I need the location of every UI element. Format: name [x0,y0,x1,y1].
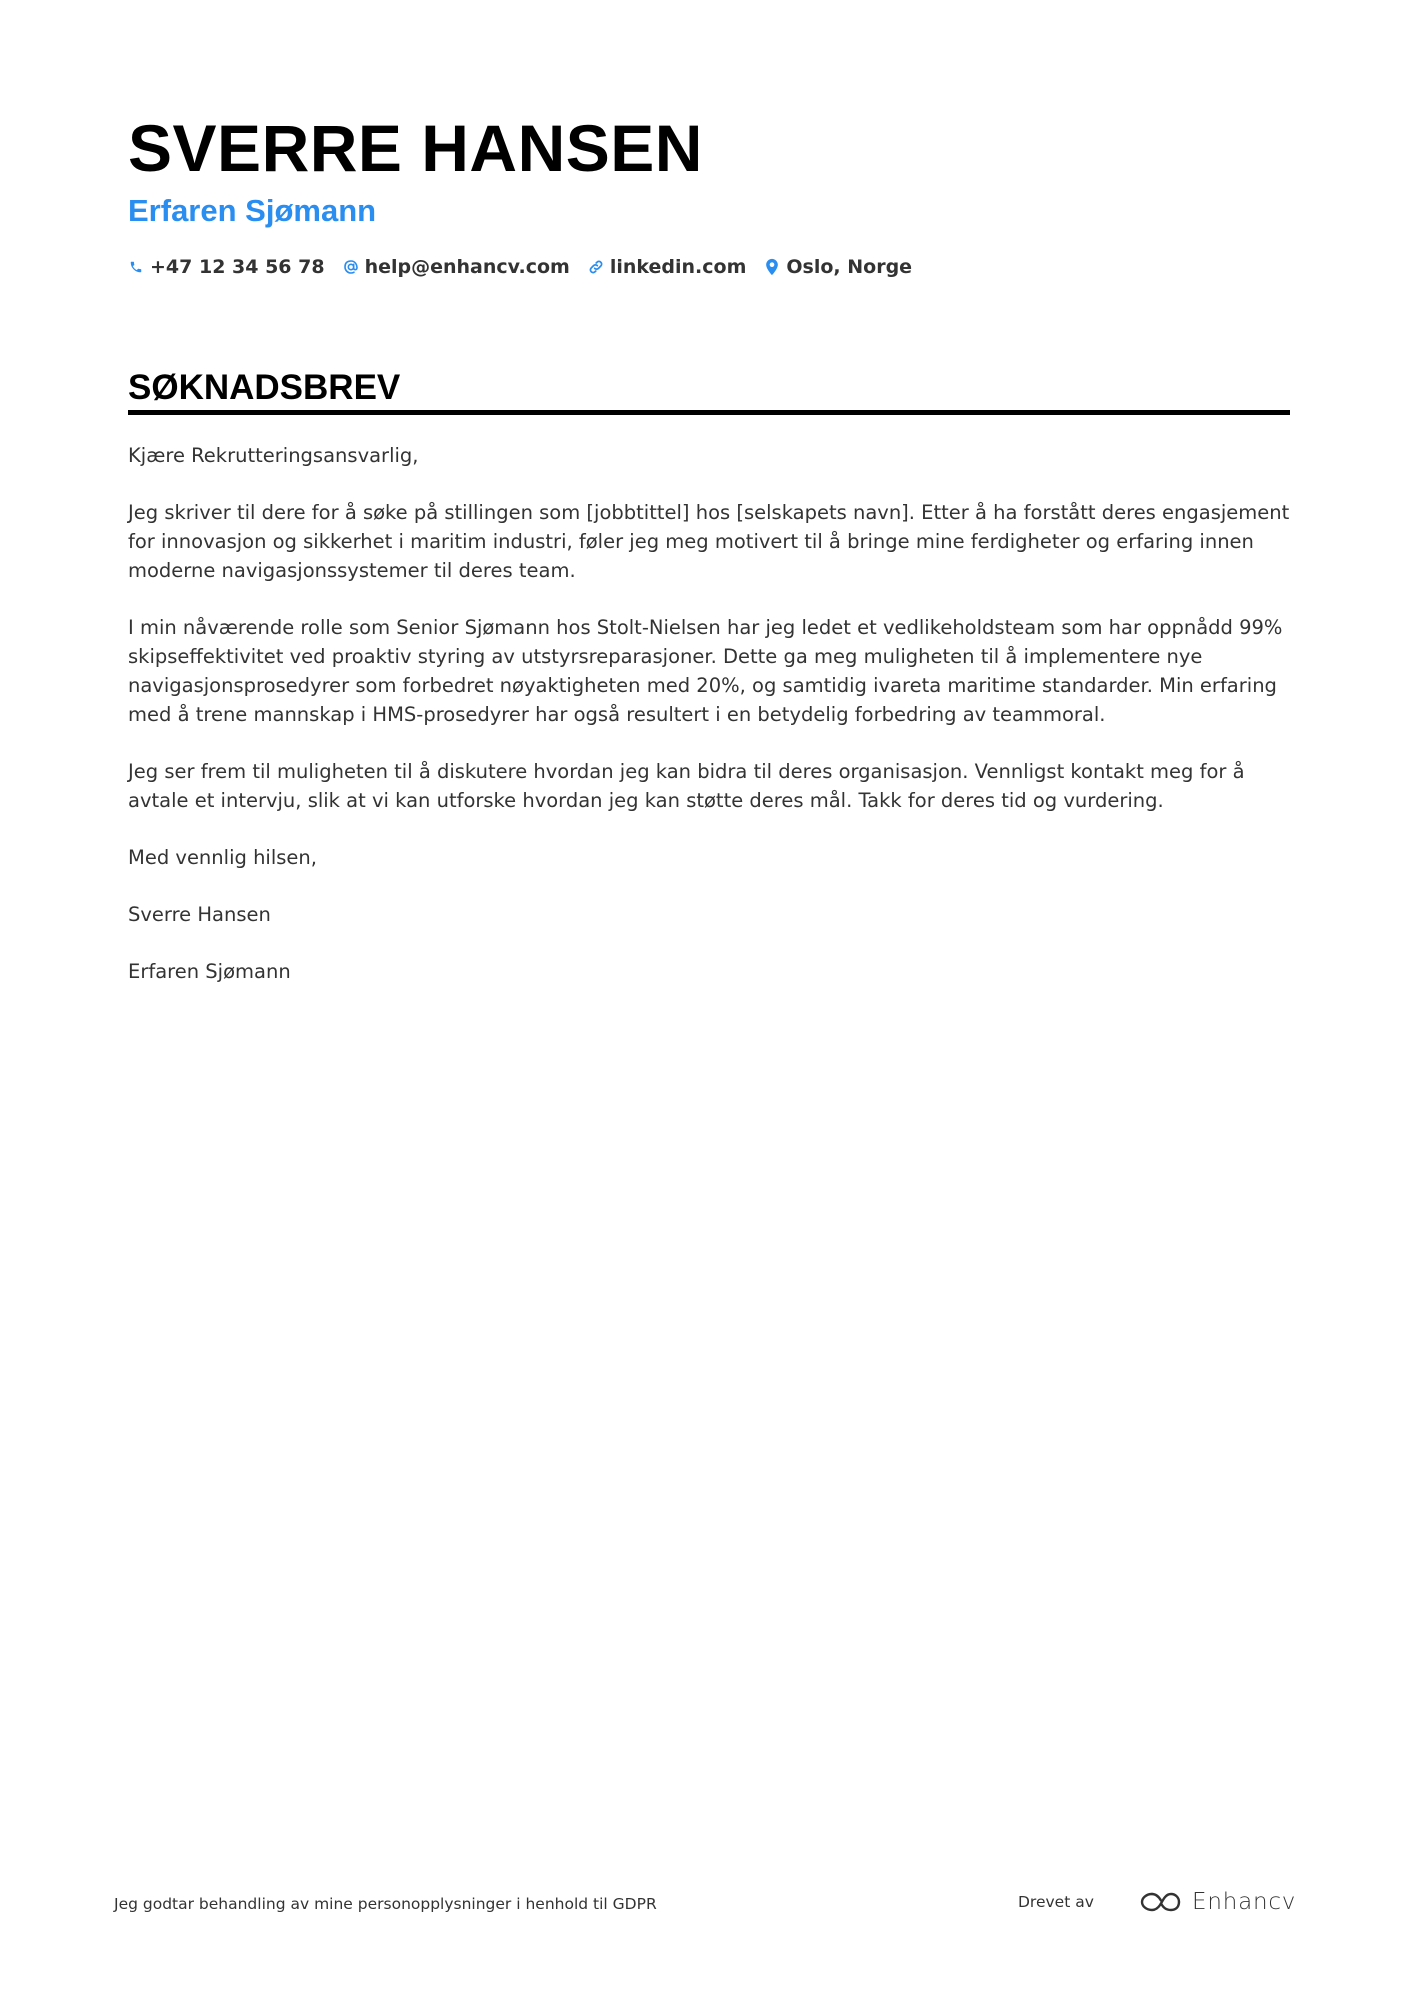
contact-linkedin-text: linkedin.com [609,256,747,278]
letter-paragraph-3: Jeg ser frem til muligheten til å diskutere hvordan jeg kan bidra til deres organisasjon. Vennligst kontakt meg for å avtale et intervju, slik at vi kan utforske hvordan jeg kan støtte deres mål. Takk for deres tid og vurdering. [128,760,1245,812]
signature-name: Sverre Hansen [128,903,271,926]
powered-by-label: Drevet av [1018,1893,1094,1911]
candidate-name: SVERRE HANSEN [128,111,703,185]
letter-paragraph-1: Jeg skriver til dere for å søke på stillingen som [jobbtittel] hos [selskapets navn]. Etter å ha forstått deres engasjement for innovasjon og sikkerhet i maritim industri, føler jeg meg motivert til å bringe mine ferdigheter og erfaring innen moderne navigasjonssystemer til deres team. [128,501,1290,582]
gdpr-consent-text: Jeg godtar behandling av mine personopplysninger i henhold til GDPR [114,1895,657,1913]
contact-email[interactable] [343,256,570,278]
enhancv-wordmark: Enhancv [1192,1889,1297,1915]
letter-body [128,441,1296,1014]
section-divider [128,410,1290,415]
candidate-role: Erfaren Sjømann [128,193,377,228]
contact-phone[interactable] [128,256,325,278]
contact-bar [128,252,930,282]
contact-location-text: Oslo, Norge [786,256,913,278]
signature-title: Erfaren Sjømann [128,960,291,983]
letter-salutation: Kjære Rekrutteringsansvarlig, [128,444,419,467]
letter-closing: Med vennlig hilsen, [128,846,317,869]
enhancv-logo-icon [1138,1889,1184,1915]
location-pin-icon [764,258,780,276]
section-title: SØKNADSBREV [128,368,401,407]
enhancv-brand[interactable] [1138,1884,1296,1920]
contact-email-text: help@enhancv.com [364,256,570,278]
letter-paragraph-2: I min nåværende rolle som Senior Sjømann hos Stolt-Nielsen har jeg ledet et vedlikeholdsteam som har oppnådd 99% skipseffektivitet ved proaktiv styring av utstyrsreparasjoner. Dette ga meg muligheten til å implementere nye navigasjonsprosedyrer som forbedret nøyaktigheten med 20%, og samtidig ivareta maritime standarder. Min erfaring med å trene mannskap i HMS-prosedyrer har også resultert i en betydelig forbedring av teammoral. [128,616,1283,726]
contact-phone-text: +47 12 34 56 78 [150,256,325,278]
phone-icon [128,258,144,276]
contact-linkedin[interactable] [588,256,747,278]
link-icon [588,258,604,276]
at-icon [343,258,359,276]
contact-location [764,256,912,278]
